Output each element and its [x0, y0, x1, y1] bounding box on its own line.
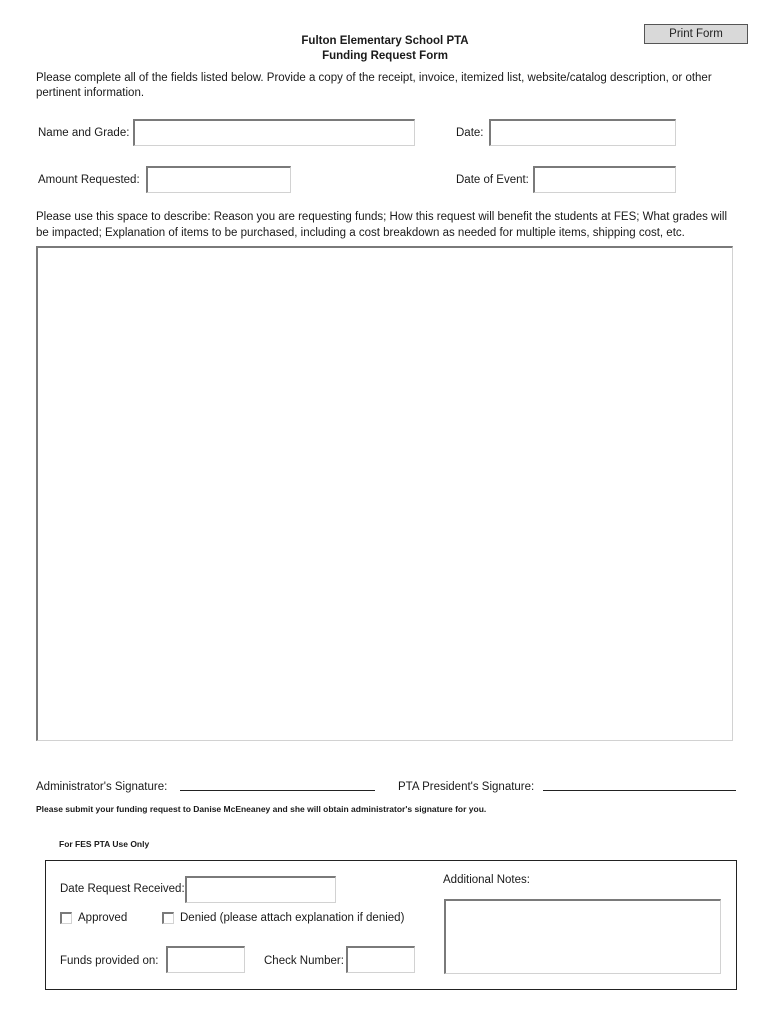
print-form-button[interactable]: Print Form [644, 24, 748, 44]
event-date-input[interactable] [535, 168, 675, 192]
denied-checkbox[interactable] [162, 912, 174, 924]
description-line-2: be impacted; Explanation of items to be purchased, including a cost breakdown as needed for multiple items, shipping cost, etc. [36, 227, 685, 239]
funds-provided-label: Funds provided on: [60, 955, 159, 967]
approved-label: Approved [78, 912, 128, 924]
description-field[interactable] [36, 246, 733, 741]
intro-line-2: pertinent information. [36, 87, 145, 99]
check-number-label: Check Number: [264, 955, 344, 967]
event-date-field[interactable] [533, 166, 676, 193]
additional-notes-field[interactable] [444, 899, 721, 974]
additional-notes-textarea[interactable] [446, 901, 720, 973]
intro-line-1: Please complete all of the fields listed below. Provide a copy of the receipt, invoice, itemized list, website/catalog description, or other [36, 72, 712, 84]
amount-requested-field[interactable] [146, 166, 291, 193]
date-label: Date: [456, 127, 484, 139]
approved-checkbox[interactable] [60, 912, 72, 924]
president-signature-label: PTA President's Signature: [398, 781, 535, 793]
description-line-1: Please use this space to describe: Reason you are requesting funds; How this request will benefit the students at FES; What grades will [36, 211, 728, 223]
submission-note: Please submit your funding request to Danise McEneaney and she will obtain administrator's signature for you. [36, 804, 487, 814]
admin-signature-line[interactable] [180, 790, 375, 791]
date-received-field[interactable] [185, 876, 336, 903]
denied-label: Denied (please attach explanation if denied) [180, 912, 405, 924]
funds-provided-field[interactable] [166, 946, 245, 973]
president-signature-line[interactable] [543, 790, 736, 791]
additional-notes-label: Additional Notes: [443, 874, 530, 886]
form-title: Funding Request Form [322, 50, 448, 62]
name-grade-input[interactable] [135, 121, 414, 145]
date-input[interactable] [491, 121, 675, 145]
event-date-label: Date of Event: [456, 174, 529, 186]
date-received-input[interactable] [187, 878, 335, 902]
description-textarea[interactable] [38, 248, 732, 740]
org-title: Fulton Elementary School PTA [301, 35, 469, 47]
official-use-heading: For FES PTA Use Only [59, 839, 150, 849]
funds-provided-input[interactable] [168, 948, 244, 972]
name-grade-field[interactable] [133, 119, 415, 146]
admin-signature-label: Administrator's Signature: [36, 781, 168, 793]
date-received-label: Date Request Received: [60, 883, 185, 895]
amount-requested-label: Amount Requested: [38, 174, 140, 186]
date-field[interactable] [489, 119, 676, 146]
check-number-field[interactable] [346, 946, 415, 973]
amount-requested-input[interactable] [148, 168, 290, 192]
check-number-input[interactable] [348, 948, 414, 972]
name-grade-label: Name and Grade: [38, 127, 130, 139]
